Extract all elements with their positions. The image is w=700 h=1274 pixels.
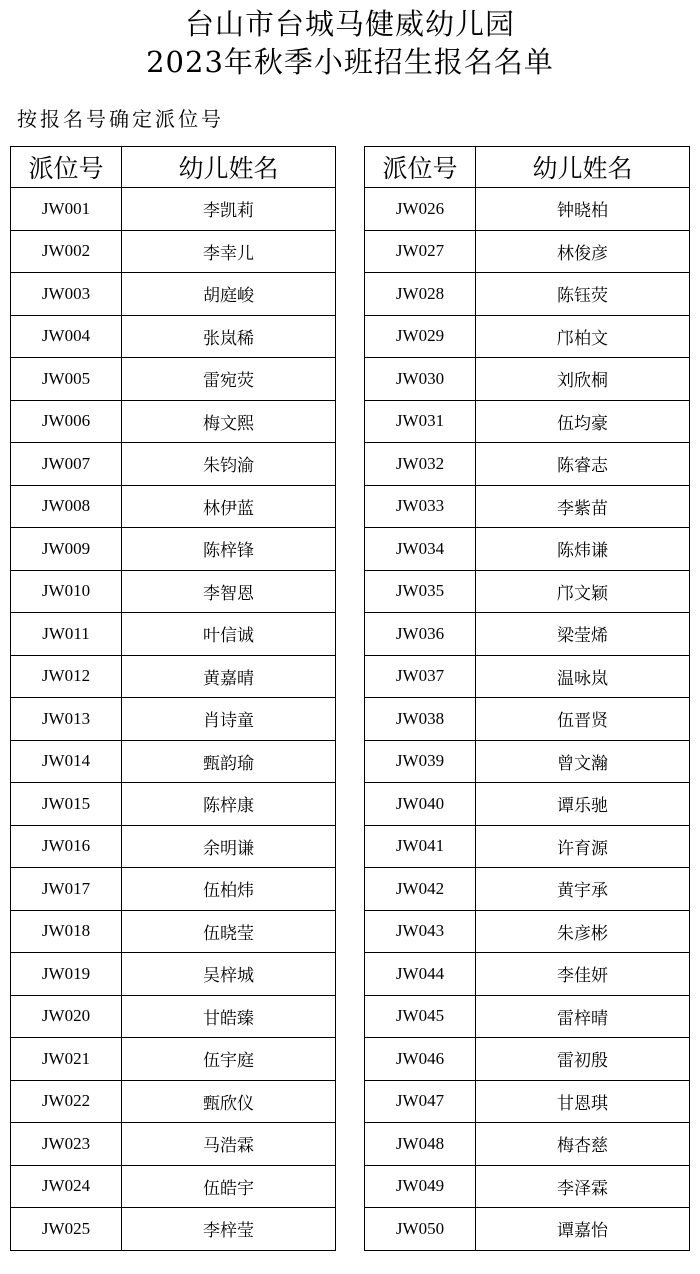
child-name-cell: 余明谦 — [122, 825, 336, 868]
assignment-code-cell: JW028 — [365, 273, 476, 316]
assignment-code-cell: JW009 — [11, 528, 122, 571]
assignment-code-cell: JW010 — [11, 570, 122, 613]
table-row — [365, 230, 690, 273]
assignment-code-cell: JW002 — [11, 230, 122, 273]
child-name-cell: 梅文熙 — [122, 400, 336, 443]
page-subtitle-title: 2023年秋季小班招生报名名单 — [146, 45, 554, 79]
assignment-code-cell: JW030 — [365, 358, 476, 401]
child-name-cell: 李幸儿 — [122, 230, 336, 273]
child-name-cell: 李梓莹 — [122, 1208, 336, 1251]
table-row — [365, 188, 690, 231]
table-row — [11, 528, 336, 571]
child-name-cell: 邝文颖 — [476, 570, 690, 613]
assignment-code-cell: JW006 — [11, 400, 122, 443]
child-name-cell: 李紫苗 — [476, 485, 690, 528]
child-name-cell: 陈炜谦 — [476, 528, 690, 571]
child-name-cell: 梁莹烯 — [476, 613, 690, 656]
assignment-code-cell: JW017 — [11, 868, 122, 911]
table-row — [365, 570, 690, 613]
assignment-code-cell: JW045 — [365, 995, 476, 1038]
table-row — [365, 825, 690, 868]
child-name-cell: 肖诗童 — [122, 698, 336, 741]
child-name-cell: 陈睿志 — [476, 443, 690, 486]
assignment-code-cell: JW022 — [11, 1080, 122, 1123]
assignment-code-cell: JW007 — [11, 443, 122, 486]
child-name-cell: 黄宇承 — [476, 868, 690, 911]
assignment-code-cell: JW020 — [11, 995, 122, 1038]
assignment-code-cell: JW044 — [365, 953, 476, 996]
child-name-cell: 雷初殷 — [476, 1038, 690, 1081]
assignment-code-cell: JW041 — [365, 825, 476, 868]
table-row — [11, 358, 336, 401]
column-header-name: 幼儿姓名 — [122, 147, 336, 188]
assignment-code-cell: JW048 — [365, 1123, 476, 1166]
child-name-cell: 曾文瀚 — [476, 740, 690, 783]
assignment-code-cell: JW015 — [11, 783, 122, 826]
table-row — [365, 740, 690, 783]
child-name-cell: 甄韵瑜 — [122, 740, 336, 783]
table-row — [365, 995, 690, 1038]
column-header-name: 幼儿姓名 — [476, 147, 690, 188]
child-name-cell: 钟晓柏 — [476, 188, 690, 231]
child-name-cell: 伍柏炜 — [122, 868, 336, 911]
child-name-cell: 邝柏文 — [476, 315, 690, 358]
table-row — [365, 1080, 690, 1123]
assignment-code-cell: JW039 — [365, 740, 476, 783]
assignment-code-cell: JW003 — [11, 273, 122, 316]
assignment-code-cell: JW019 — [11, 953, 122, 996]
table-row — [11, 1208, 336, 1251]
roster-table-left — [10, 146, 336, 1251]
table-row — [11, 1080, 336, 1123]
child-name-cell: 李佳妍 — [476, 953, 690, 996]
table-row — [365, 1038, 690, 1081]
assignment-code-cell: JW031 — [365, 400, 476, 443]
assignment-code-cell: JW042 — [365, 868, 476, 911]
table-row — [365, 655, 690, 698]
assignment-code-cell: JW037 — [365, 655, 476, 698]
child-name-cell: 马浩霖 — [122, 1123, 336, 1166]
assignment-code-cell: JW029 — [365, 315, 476, 358]
table-row — [365, 613, 690, 656]
table-header-row — [365, 147, 690, 188]
assignment-code-cell: JW047 — [365, 1080, 476, 1123]
table-row — [11, 230, 336, 273]
table-row — [365, 1123, 690, 1166]
child-name-cell: 陈梓锋 — [122, 528, 336, 571]
assignment-code-cell: JW011 — [11, 613, 122, 656]
table-row — [11, 273, 336, 316]
assignment-code-cell: JW040 — [365, 783, 476, 826]
child-name-cell: 伍皓宇 — [122, 1165, 336, 1208]
table-row — [11, 400, 336, 443]
child-name-cell: 甄欣仪 — [122, 1080, 336, 1123]
assignment-code-cell: JW014 — [11, 740, 122, 783]
table-row — [11, 315, 336, 358]
child-name-cell: 伍晓莹 — [122, 910, 336, 953]
assignment-code-cell: JW049 — [365, 1165, 476, 1208]
assignment-code-cell: JW032 — [365, 443, 476, 486]
table-row — [11, 1123, 336, 1166]
column-header-code: 派位号 — [365, 147, 476, 188]
table-row — [365, 443, 690, 486]
table-row — [11, 613, 336, 656]
assignment-code-cell: JW036 — [365, 613, 476, 656]
child-name-cell: 温咏岚 — [476, 655, 690, 698]
table-row — [365, 528, 690, 571]
table-row — [365, 273, 690, 316]
child-name-cell: 张岚稀 — [122, 315, 336, 358]
assignment-code-cell: JW018 — [11, 910, 122, 953]
child-name-cell: 陈梓康 — [122, 783, 336, 826]
table-header-row — [11, 147, 336, 188]
page-title: 台山市台城马健威幼儿园 — [184, 7, 515, 41]
assignment-code-cell: JW033 — [365, 485, 476, 528]
assignment-code-cell: JW001 — [11, 188, 122, 231]
table-row — [11, 953, 336, 996]
table-row — [11, 1038, 336, 1081]
table-row — [365, 868, 690, 911]
child-name-cell: 李泽霖 — [476, 1165, 690, 1208]
assignment-code-cell: JW024 — [11, 1165, 122, 1208]
table-row — [365, 910, 690, 953]
child-name-cell: 谭嘉怡 — [476, 1208, 690, 1251]
child-name-cell: 谭乐驰 — [476, 783, 690, 826]
roster-table-right — [364, 146, 690, 1251]
child-name-cell: 林伊蓝 — [122, 485, 336, 528]
table-row — [365, 485, 690, 528]
assignment-code-cell: JW025 — [11, 1208, 122, 1251]
child-name-cell: 李智恩 — [122, 570, 336, 613]
child-name-cell: 雷梓晴 — [476, 995, 690, 1038]
assignment-code-cell: JW008 — [11, 485, 122, 528]
table-row — [11, 783, 336, 826]
child-name-cell: 吴梓城 — [122, 953, 336, 996]
table-row — [365, 1165, 690, 1208]
child-name-cell: 朱彦彬 — [476, 910, 690, 953]
child-name-cell: 胡庭峻 — [122, 273, 336, 316]
assignment-code-cell: JW027 — [365, 230, 476, 273]
assignment-code-cell: JW050 — [365, 1208, 476, 1251]
table-row — [11, 1165, 336, 1208]
assignment-code-cell: JW023 — [11, 1123, 122, 1166]
table-row — [11, 443, 336, 486]
assignment-code-cell: JW021 — [11, 1038, 122, 1081]
child-name-cell: 伍均豪 — [476, 400, 690, 443]
child-name-cell: 甘恩琪 — [476, 1080, 690, 1123]
child-name-cell: 林俊彦 — [476, 230, 690, 273]
assignment-code-cell: JW013 — [11, 698, 122, 741]
assignment-code-cell: JW034 — [365, 528, 476, 571]
table-row — [365, 1208, 690, 1251]
child-name-cell: 许育源 — [476, 825, 690, 868]
table-row — [11, 655, 336, 698]
table-row — [11, 910, 336, 953]
table-row — [11, 740, 336, 783]
table-row — [11, 570, 336, 613]
roster-body-left — [11, 188, 336, 1251]
child-name-cell: 刘欣桐 — [476, 358, 690, 401]
table-row — [11, 995, 336, 1038]
table-row — [365, 358, 690, 401]
child-name-cell: 黄嘉晴 — [122, 655, 336, 698]
table-row — [365, 698, 690, 741]
assignment-code-cell: JW035 — [365, 570, 476, 613]
assignment-code-cell: JW043 — [365, 910, 476, 953]
table-row — [365, 400, 690, 443]
table-row — [11, 188, 336, 231]
child-name-cell: 李凯莉 — [122, 188, 336, 231]
child-name-cell: 叶信诚 — [122, 613, 336, 656]
child-name-cell: 雷宛荧 — [122, 358, 336, 401]
table-row — [365, 953, 690, 996]
assignment-code-cell: JW004 — [11, 315, 122, 358]
assignment-code-cell: JW016 — [11, 825, 122, 868]
table-row — [11, 868, 336, 911]
table-row — [365, 783, 690, 826]
child-name-cell: 陈钰荧 — [476, 273, 690, 316]
child-name-cell: 伍宇庭 — [122, 1038, 336, 1081]
column-header-code: 派位号 — [11, 147, 122, 188]
child-name-cell: 伍晋贤 — [476, 698, 690, 741]
child-name-cell: 梅杏慈 — [476, 1123, 690, 1166]
table-row — [11, 698, 336, 741]
assignment-code-cell: JW012 — [11, 655, 122, 698]
child-name-cell: 甘皓臻 — [122, 995, 336, 1038]
table-row — [365, 315, 690, 358]
assignment-code-cell: JW005 — [11, 358, 122, 401]
table-row — [11, 485, 336, 528]
table-row — [11, 825, 336, 868]
assignment-code-cell: JW038 — [365, 698, 476, 741]
assignment-note: 按报名号确定派位号 — [17, 107, 224, 131]
child-name-cell: 朱钧渝 — [122, 443, 336, 486]
assignment-code-cell: JW026 — [365, 188, 476, 231]
assignment-code-cell: JW046 — [365, 1038, 476, 1081]
roster-body-right — [365, 188, 690, 1251]
